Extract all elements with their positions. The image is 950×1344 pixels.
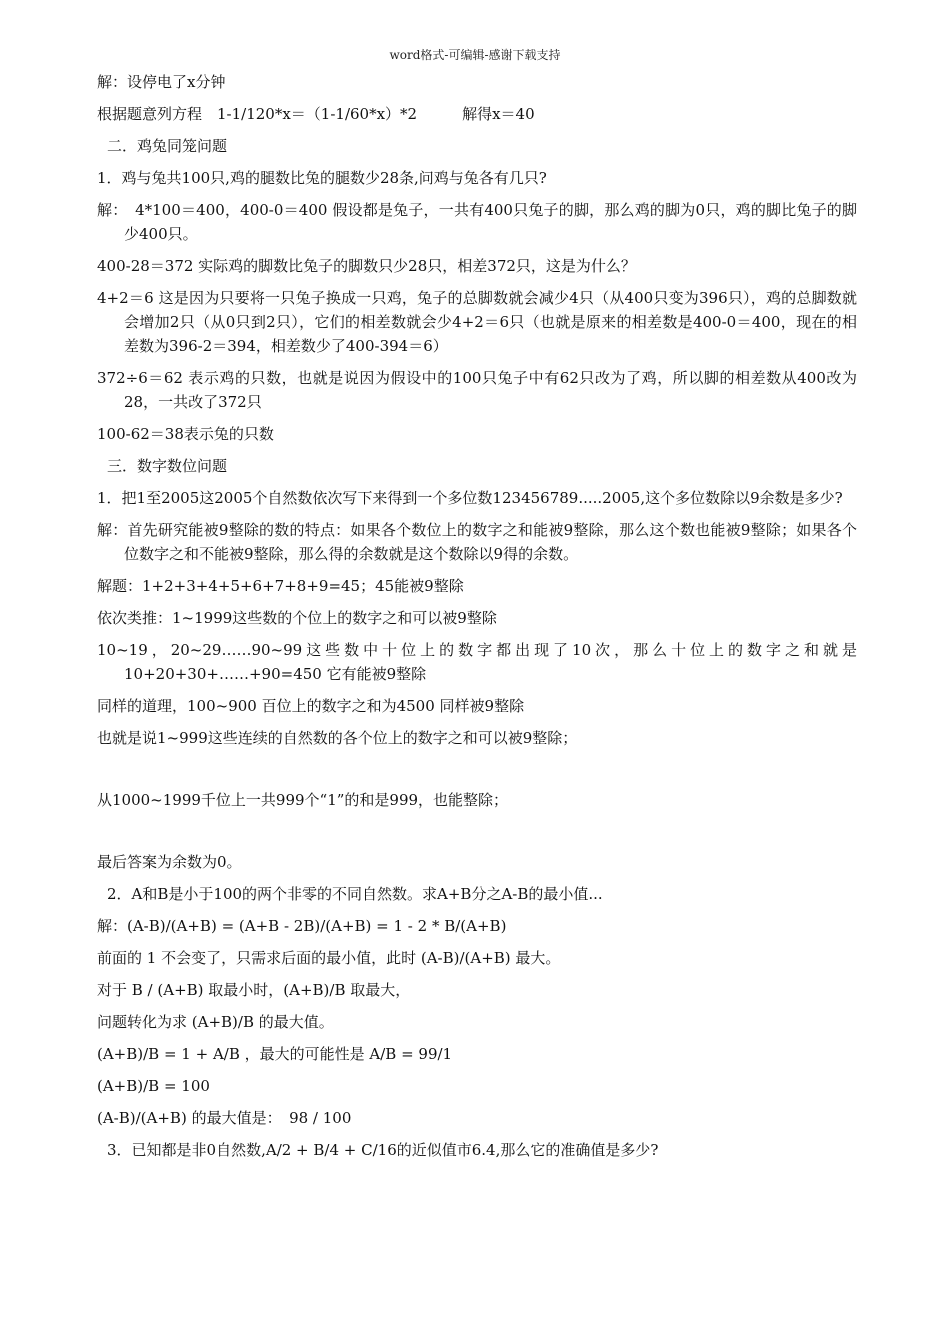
paragraph: 100-62＝38表示兔的只数 [97, 425, 274, 443]
problem-1: 1．把1至2005这2005个自然数依次写下来得到一个多位数123456789.....2005,这个多位数除以9余数是多少? [97, 489, 843, 507]
solution-line: 解：设停电了x分钟 [97, 73, 226, 91]
paragraph: (A+B)/B = 100 [97, 1077, 210, 1095]
page-header: word格式-可编辑-感谢下载支持 [389, 48, 561, 62]
paragraph: 同样的道理，100~900 百位上的数字之和为4500 同样被9整除 [97, 697, 525, 715]
section-heading-3: 三．数字数位问题 [107, 457, 228, 475]
paragraph: 解题：1+2+3+4+5+6+7+8+9=45；45能被9整除 [97, 577, 464, 595]
paragraph: 400-28＝372 实际鸡的脚数比兔子的脚数只少28只，相差372只，这是为什么？ [97, 257, 636, 275]
paragraph: 前面的 1 不会变了，只需求后面的最小值，此时 (A-B)/(A+B) 最大。 [97, 949, 561, 967]
problem-3: 3．已知都是非0自然数,A/2 + B/4 + C/16的近似值市6.4,那么它的准确值是多少? [107, 1141, 659, 1159]
solution-line: 解：(A-B)/(A+B) = (A+B - 2B)/(A+B) = 1 - 2 * B/(A+B) [97, 917, 507, 935]
paragraph: 372÷6＝62 表示鸡的只数，也就是说因为假设中的100只兔子中有62只改为了鸡，所以脚的相差数从400改为28，一共改了372只 [97, 369, 857, 411]
problem-2: 2．A和B是小于100的两个非零的不同自然数。求A+B分之A-B的最小值... [107, 885, 603, 903]
paragraph: 从1000~1999千位上一共999个“1”的和是999，也能整除； [97, 791, 509, 809]
paragraph: 问题转化为求 (A+B)/B 的最大值。 [97, 1013, 334, 1031]
paragraph: (A-B)/(A+B) 的最大值是： 98 / 100 [97, 1109, 352, 1127]
paragraph: (A+B)/B = 1 + A/B ，最大的可能性是 A/B = 99/1 [97, 1045, 453, 1063]
problem-1: 1．鸡与兔共100只,鸡的腿数比兔的腿数少28条,问鸡与兔各有几只? [97, 169, 547, 187]
equation-line: 根据题意列方程 1-1/120*x＝（1-1/60*x）*2 解得x＝40 [97, 105, 535, 123]
paragraph: 对于 B / (A+B) 取最小时，(A+B)/B 取最大， [97, 981, 411, 999]
paragraph: 也就是说1~999这些连续的自然数的各个位上的数字之和可以被9整除； [97, 729, 578, 747]
solution-paragraph: 解： 4*100＝400，400-0＝400 假设都是兔子，一共有400只兔子的脚，那么鸡的脚为0只，鸡的脚比兔子的脚少400只。 [97, 201, 857, 243]
paragraph: 依次类推：1~1999这些数的个位上的数字之和可以被9整除 [97, 609, 497, 627]
paragraph: 10~19，20~29……90~99这些数中十位上的数字都出现了10次，那么十位上的数字之和就是10+20+30+……+90=450 它有能被9整除 [97, 641, 857, 683]
paragraph: 最后答案为余数为0。 [97, 853, 242, 871]
document-body [97, 70, 857, 1162]
paragraph: 4+2＝6 这是因为只要将一只兔子换成一只鸡，兔子的总脚数就会减少4只（从400只变为396只），鸡的总脚数就会增加2只（从0只到2只），它们的相差数就会少4+2＝6只（也就是原来的相差数是400-0＝400，现在的相差数为396-2＝394，相差数少了400-394＝6） [97, 289, 857, 355]
solution-paragraph: 解：首先研究能被9整除的数的特点：如果各个数位上的数字之和能被9整除，那么这个数也能被9整除；如果各个位数字之和不能被9整除，那么得的余数就是这个数除以9得的余数。 [97, 521, 857, 563]
section-heading-2: 二．鸡兔同笼问题 [107, 137, 228, 155]
